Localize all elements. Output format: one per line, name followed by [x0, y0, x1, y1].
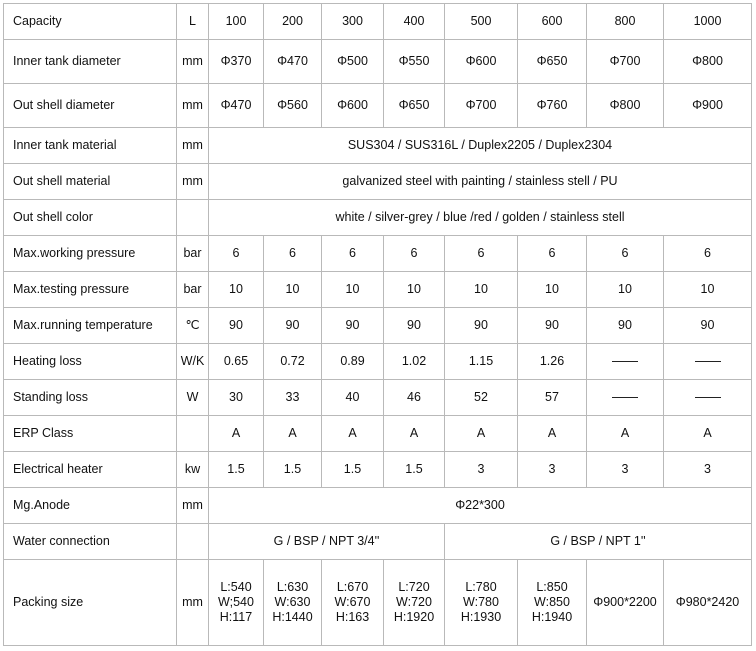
capacity-header-cell: 300: [322, 4, 384, 40]
row-inner-diameter: [4, 40, 752, 84]
dash-cell: [587, 380, 664, 416]
table-cell: A: [445, 416, 518, 452]
packing-height: H:1440: [272, 610, 313, 624]
merged-cell: Φ22*300: [209, 488, 752, 524]
table-cell: 90: [322, 308, 384, 344]
row-heating-loss: [4, 344, 752, 380]
row-unit: [177, 200, 209, 236]
packing-width: W:670: [334, 595, 371, 609]
packing-length: L:850: [536, 580, 568, 594]
row-label: Heating loss: [4, 344, 177, 380]
packing-cell: [209, 560, 264, 646]
row-unit: [177, 524, 209, 560]
table-cell: Φ760: [518, 84, 587, 128]
table-cell: 6: [384, 236, 445, 272]
row-label: Standing loss: [4, 380, 177, 416]
capacity-header-cell: 200: [264, 4, 322, 40]
row-unit: mm: [177, 164, 209, 200]
table-cell: 90: [384, 308, 445, 344]
row-label: Electrical heater: [4, 452, 177, 488]
capacity-header-cell: 500: [445, 4, 518, 40]
row-unit: W/K: [177, 344, 209, 380]
table-cell: Φ600: [322, 84, 384, 128]
table-cell: Φ470: [209, 84, 264, 128]
table-cell: 0.89: [322, 344, 384, 380]
table-cell: 10: [664, 272, 752, 308]
packing-height: H:163: [335, 610, 370, 624]
row-label: Inner tank diameter: [4, 40, 177, 84]
table-cell: 6: [322, 236, 384, 272]
spec-table: [3, 3, 752, 646]
table-cell: Φ800: [664, 40, 752, 84]
packing-cell: [384, 560, 445, 646]
row-out-diameter: [4, 84, 752, 128]
table-cell: Φ700: [445, 84, 518, 128]
capacity-header-cell: 400: [384, 4, 445, 40]
table-cell: 1.15: [445, 344, 518, 380]
packing-length: L:630: [276, 580, 309, 594]
table-cell: 40: [322, 380, 384, 416]
row-label: Max.running temperature: [4, 308, 177, 344]
table-cell: 1.26: [518, 344, 587, 380]
merged-cell: G / BSP / NPT 1'': [445, 524, 752, 560]
packing-cell: Φ980*2420: [664, 560, 752, 646]
table-cell: A: [322, 416, 384, 452]
row-inner-material: [4, 128, 752, 164]
row-unit: kw: [177, 452, 209, 488]
row-unit: ℃: [177, 308, 209, 344]
packing-cell: [322, 560, 384, 646]
row-out-color: [4, 200, 752, 236]
capacity-header-cell: 600: [518, 4, 587, 40]
row-unit: W: [177, 380, 209, 416]
table-cell: 6: [445, 236, 518, 272]
table-cell: 90: [664, 308, 752, 344]
table-cell: 10: [264, 272, 322, 308]
table-cell: 1.5: [264, 452, 322, 488]
packing-length: L:540: [220, 580, 252, 594]
row-label: Mg.Anode: [4, 488, 177, 524]
dash-mark: [695, 397, 721, 398]
table-cell: Φ800: [587, 84, 664, 128]
table-cell: 90: [264, 308, 322, 344]
row-unit: mm: [177, 84, 209, 128]
row-unit: [177, 416, 209, 452]
table-cell: 90: [445, 308, 518, 344]
row-label: Capacity: [4, 4, 177, 40]
row-mg-anode: [4, 488, 752, 524]
table-cell: Φ470: [264, 40, 322, 84]
table-cell: Φ650: [518, 40, 587, 84]
table-cell: 10: [322, 272, 384, 308]
merged-cell: galvanized steel with painting / stainless stell / PU: [209, 164, 752, 200]
dash-mark: [612, 397, 638, 398]
table-cell: Φ560: [264, 84, 322, 128]
row-label: Out shell color: [4, 200, 177, 236]
table-cell: 10: [587, 272, 664, 308]
table-cell: 3: [664, 452, 752, 488]
row-erp-class: [4, 416, 752, 452]
table-cell: Φ550: [384, 40, 445, 84]
row-unit: bar: [177, 272, 209, 308]
row-out-material: [4, 164, 752, 200]
row-unit: mm: [177, 128, 209, 164]
packing-width: W:630: [274, 595, 311, 609]
table-cell: 1.5: [322, 452, 384, 488]
packing-width: W:780: [463, 595, 499, 609]
table-cell: 46: [384, 380, 445, 416]
table-cell: 10: [518, 272, 587, 308]
row-label: Out shell diameter: [4, 84, 177, 128]
spec-table-container: [3, 3, 752, 646]
dash-cell: [664, 380, 752, 416]
packing-length: L:720: [398, 580, 430, 594]
row-running-temperature: [4, 308, 752, 344]
dash-mark: [695, 361, 721, 362]
row-electrical-heater: [4, 452, 752, 488]
packing-cell: Φ900*2200: [587, 560, 664, 646]
dash-cell: [664, 344, 752, 380]
packing-height: H:1940: [531, 610, 573, 624]
packing-cell: [518, 560, 587, 646]
row-unit: mm: [177, 560, 209, 646]
row-water-connection: [4, 524, 752, 560]
packing-length: L:780: [465, 580, 497, 594]
table-cell: 30: [209, 380, 264, 416]
table-cell: Φ500: [322, 40, 384, 84]
dash-mark: [612, 361, 638, 362]
row-unit: bar: [177, 236, 209, 272]
capacity-header-cell: 100: [209, 4, 264, 40]
row-packing-size: [4, 560, 752, 646]
packing-cell: [445, 560, 518, 646]
table-cell: Φ370: [209, 40, 264, 84]
table-cell: A: [384, 416, 445, 452]
row-label: Inner tank material: [4, 128, 177, 164]
table-cell: 90: [587, 308, 664, 344]
table-cell: A: [209, 416, 264, 452]
table-cell: Φ650: [384, 84, 445, 128]
row-unit: mm: [177, 40, 209, 84]
row-unit: mm: [177, 488, 209, 524]
table-cell: 3: [518, 452, 587, 488]
table-cell: 1.5: [209, 452, 264, 488]
table-cell: 90: [209, 308, 264, 344]
packing-width: W:850: [534, 595, 570, 609]
table-cell: 10: [384, 272, 445, 308]
table-cell: 1.02: [384, 344, 445, 380]
packing-width: W;540: [218, 595, 254, 609]
packing-width: W:720: [396, 595, 432, 609]
table-cell: 57: [518, 380, 587, 416]
row-label: Out shell material: [4, 164, 177, 200]
packing-height: H:1930: [460, 610, 502, 624]
packing-length: L:670: [336, 580, 369, 594]
merged-cell: G / BSP / NPT 3/4'': [209, 524, 445, 560]
table-cell: 33: [264, 380, 322, 416]
capacity-header-cell: 800: [587, 4, 664, 40]
table-cell: 10: [445, 272, 518, 308]
table-cell: 6: [209, 236, 264, 272]
table-cell: 6: [587, 236, 664, 272]
table-cell: Φ900: [664, 84, 752, 128]
packing-height: H:1920: [393, 610, 435, 624]
row-working-pressure: [4, 236, 752, 272]
table-cell: 6: [664, 236, 752, 272]
merged-cell: SUS304 / SUS316L / Duplex2205 / Duplex2304: [209, 128, 752, 164]
row-label: Packing size: [4, 560, 177, 646]
row-label: Max.testing pressure: [4, 272, 177, 308]
table-cell: 90: [518, 308, 587, 344]
table-cell: 0.72: [264, 344, 322, 380]
row-label: ERP Class: [4, 416, 177, 452]
table-cell: 10: [209, 272, 264, 308]
table-cell: 52: [445, 380, 518, 416]
row-unit: L: [177, 4, 209, 40]
table-cell: Φ700: [587, 40, 664, 84]
table-cell: A: [587, 416, 664, 452]
row-standing-loss: [4, 380, 752, 416]
table-cell: 1.5: [384, 452, 445, 488]
table-cell: 3: [587, 452, 664, 488]
dash-cell: [587, 344, 664, 380]
capacity-header-cell: 1000: [664, 4, 752, 40]
table-cell: 6: [518, 236, 587, 272]
table-cell: 6: [264, 236, 322, 272]
row-label: Water connection: [4, 524, 177, 560]
row-capacity: [4, 4, 752, 40]
merged-cell: white / silver-grey / blue /red / golden / stainless stell: [209, 200, 752, 236]
table-cell: A: [518, 416, 587, 452]
packing-cell: [264, 560, 322, 646]
row-label: Max.working pressure: [4, 236, 177, 272]
table-cell: 3: [445, 452, 518, 488]
table-cell: 0.65: [209, 344, 264, 380]
table-cell: A: [264, 416, 322, 452]
table-cell: Φ600: [445, 40, 518, 84]
table-cell: A: [664, 416, 752, 452]
packing-height: H:117: [219, 610, 253, 624]
row-testing-pressure: [4, 272, 752, 308]
